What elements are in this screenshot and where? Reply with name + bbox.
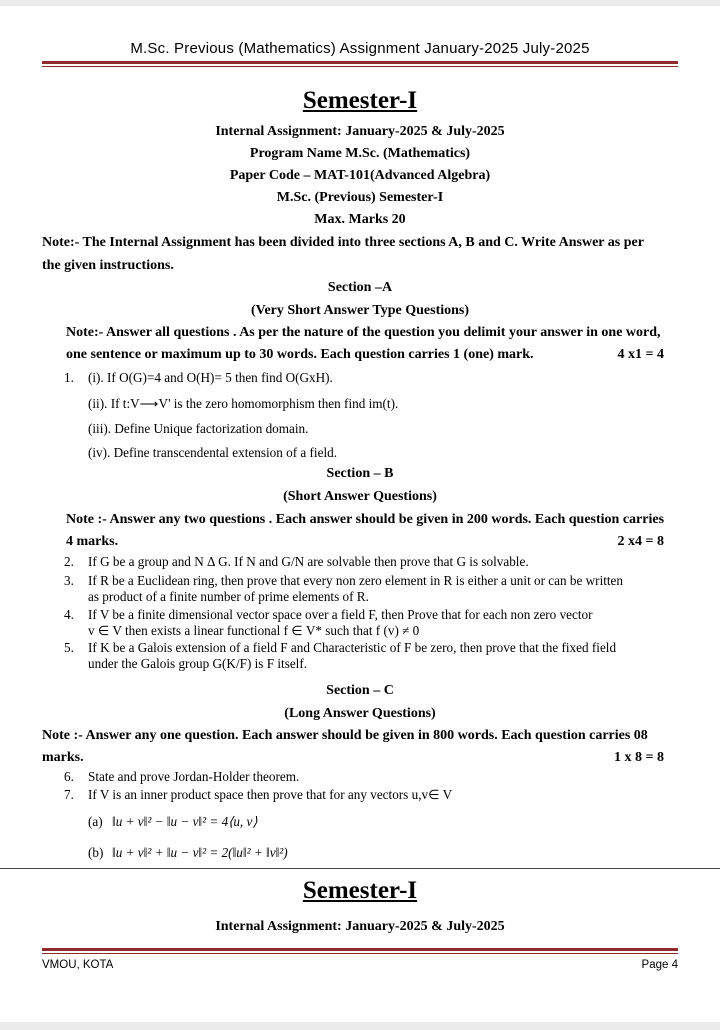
program-name-line: Program Name M.Sc. (Mathematics) — [249, 146, 471, 161]
question-7-part-b-formula: ‖u + v‖² + ‖u − v‖² = 2(‖u‖² + ‖v‖²) — [112, 845, 288, 860]
paper-code-line: Paper Code – MAT-101(Advanced Algebra) — [229, 168, 491, 183]
course-line: M.Sc. (Previous) Semester-I — [276, 190, 444, 205]
question-6-text: State and prove Jordan-Holder theorem. — [88, 769, 300, 784]
general-note-line2: the given instructions. — [42, 258, 174, 273]
section-c-title: Section – C — [326, 683, 394, 698]
section-b-note-line1: Note :- Answer any two questions . Each answer should be given in 200 words. Each question carries — [66, 512, 665, 527]
section-a-subtitle: (Very Short Answer Type Questions) — [250, 303, 470, 318]
footer-rule-thick — [42, 948, 678, 951]
section-a-note-line2: one sentence or maximum up to 30 words. Each question carries 1 (one) mark. — [66, 347, 534, 362]
document-header-title: M.Sc. Previous (Mathematics) Assignment January-2025 July-2025 — [130, 40, 590, 57]
question-5-text-line2: under the Galois group G(K/F) is F itself. — [88, 656, 308, 671]
header-rule-thick — [42, 61, 678, 64]
section-c-marks: 1 x 8 = 8 — [614, 750, 664, 765]
question-number-1: 1. — [64, 370, 74, 385]
question-4-text-line2: v ∈ V then exists a linear functional f ∈ V* such that f (v) ≠ 0 — [88, 623, 420, 638]
question-number-4: 4. — [64, 607, 74, 622]
footer-page-number: Page 4 — [641, 959, 678, 971]
question-1-item-iii: (iii). Define Unique factorization domain. — [88, 421, 309, 436]
bottom-band — [0, 1022, 720, 1030]
max-marks-line: Max. Marks 20 — [314, 212, 406, 227]
section-a-note-line1: Note:- Answer all questions . As per the nature of the question you delimit your answer in one word, — [66, 325, 661, 340]
section-c-note-line2: marks. — [42, 750, 84, 765]
question-7-text: If V is an inner product space then prove that for any vectors u,v∈ V — [88, 787, 453, 802]
page-separator — [0, 868, 720, 869]
section-c-note-line1: Note :- Answer any one question. Each answer should be given in 800 words. Each question carries 08 — [42, 728, 648, 743]
general-note-line1: Note:- The Internal Assignment has been divided into three sections A, B and C. Write Answer as per — [42, 235, 644, 250]
question-4-text-line1: If V be a finite dimensional vector space over a field F, then Prove that for each non zero vector — [88, 607, 593, 622]
question-7-part-a-formula: ‖u + v‖² − ‖u − v‖² = 4⟨u, v⟩ — [112, 814, 258, 829]
question-7-part-b-label: (b) — [88, 845, 104, 860]
question-7-part-a-label: (a) — [88, 814, 103, 829]
question-number-6: 6. — [64, 769, 74, 784]
internal-assignment-line: Internal Assignment: January-2025 & July-2025 — [215, 124, 505, 139]
footer-institution: VMOU, KOTA — [42, 959, 114, 971]
question-3-text-line1: If R be a Euclidean ring, then prove that every non zero element in R is either a unit or can be written — [88, 573, 624, 588]
semester-title: Semester-I — [302, 87, 418, 114]
question-number-5: 5. — [64, 640, 74, 655]
footer-rule-thin — [42, 953, 678, 954]
next-page-semester-title: Semester-I — [302, 877, 418, 904]
question-1-item-i: (i). If O(G)=4 and O(H)= 5 then find O(GxH). — [88, 370, 333, 385]
section-c-subtitle: (Long Answer Questions) — [284, 706, 436, 721]
section-a-marks: 4 x1 = 4 — [617, 347, 664, 362]
section-b-title: Section – B — [326, 466, 394, 481]
question-1-item-iv: (iv). Define transcendental extension of a field. — [88, 445, 337, 460]
section-b-marks: 2 x4 = 8 — [617, 534, 664, 549]
question-5-text-line1: If K be a Galois extension of a field F and Characteristic of F be zero, then prove that the fixed field — [88, 640, 617, 655]
header-rule-thin — [42, 66, 678, 67]
question-number-3: 3. — [64, 573, 74, 588]
section-a-title: Section –A — [327, 280, 393, 295]
section-b-subtitle: (Short Answer Questions) — [283, 489, 437, 504]
question-3-text-line2: as product of a finite number of prime elements of R. — [88, 589, 369, 604]
top-band — [0, 0, 720, 6]
question-number-2: 2. — [64, 554, 74, 569]
next-page-internal-assignment-line: Internal Assignment: January-2025 & July-2025 — [215, 919, 505, 934]
question-number-7: 7. — [64, 787, 74, 802]
section-b-note-line2: 4 marks. — [66, 534, 119, 549]
question-1-item-ii: (ii). If t:V⟶V' is the zero homomorphism then find im(t). — [88, 396, 399, 411]
question-2-text: If G be a group and N Δ G. If N and G/N are solvable then prove that G is solvable. — [88, 554, 529, 569]
